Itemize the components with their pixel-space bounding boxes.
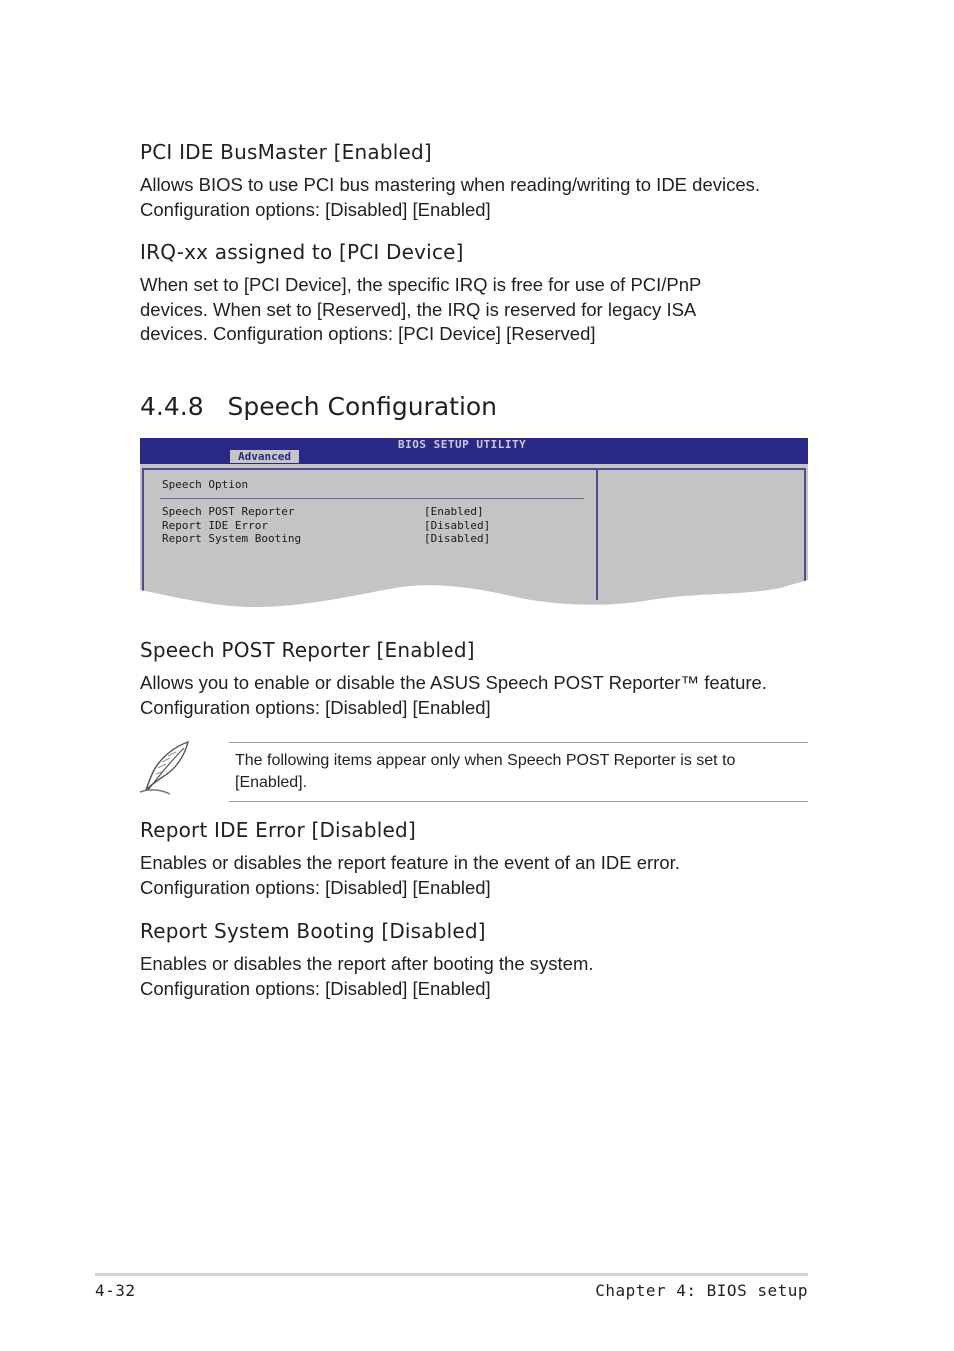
bios-item-label: Speech POST Reporter: [162, 505, 295, 518]
body-line: When set to [PCI Device], the specific IRQ is free for use of PCI/PnP: [140, 274, 702, 295]
section-heading-irq-assigned: IRQ-xx assigned to [PCI Device]: [140, 240, 464, 264]
section-body-pci-ide-busmaster: [140, 173, 760, 222]
body-line: Configuration options: [Disabled] [Enabled]: [140, 696, 491, 718]
body-line: Enables or disables the report after booting the system.: [140, 953, 594, 974]
chapter-label: Chapter 4: BIOS setup: [595, 1281, 808, 1300]
page-number: 4-32: [95, 1281, 136, 1300]
note-bottom-rule: [229, 801, 808, 802]
note-line: [Enabled].: [235, 774, 308, 791]
note-line: The following items appear only when Speech POST Reporter is set to: [235, 752, 736, 769]
bios-header-bar: [140, 438, 808, 464]
section-heading-speech-post-reporter: Speech POST Reporter [Enabled]: [140, 638, 475, 662]
bios-item-value: [Enabled]: [424, 505, 484, 518]
bios-item-label: Report System Booting: [162, 532, 302, 545]
body-line: Configuration options: [Disabled] [Enabled]: [140, 876, 491, 898]
section-body-speech-post-reporter: [140, 671, 767, 720]
bios-title: BIOS SETUP UTILITY: [398, 438, 527, 451]
section-body-report-system-booting: [140, 952, 594, 1001]
body-line: Allows BIOS to use PCI bus mastering when reading/writing to IDE devices.: [140, 174, 761, 195]
body-line: Allows you to enable or disable the ASUS Speech POST Reporter™ feature.: [140, 672, 767, 693]
body-line: Enables or disables the report feature in the event of an IDE error.: [140, 852, 680, 873]
body-line: devices. Configuration options: [PCI Device] [Reserved]: [140, 323, 596, 344]
bios-tab-advanced: Advanced: [230, 450, 299, 463]
body-line: Configuration options: [Disabled] [Enabled]: [140, 198, 491, 220]
body-line: devices. When set to [Reserved], the IRQ is reserved for legacy ISA: [140, 298, 697, 320]
bios-item-value: [Disabled]: [424, 518, 491, 532]
body-line: Configuration options: [Disabled] [Enabled]: [140, 977, 491, 999]
feather-quill-icon: [138, 740, 194, 796]
bios-section-title: Speech Option: [162, 478, 249, 491]
section-heading-pci-ide-busmaster: PCI IDE BusMaster [Enabled]: [140, 140, 432, 164]
section-body-report-ide-error: [140, 851, 680, 900]
bios-item-label: Report IDE Error: [162, 518, 268, 532]
note-text: [235, 750, 735, 794]
bios-separator: [160, 498, 584, 499]
section-heading-report-ide-error: Report IDE Error [Disabled]: [140, 818, 416, 842]
note-top-rule: [229, 742, 808, 743]
bios-item-value: [Disabled]: [424, 532, 491, 545]
bios-screenshot: [140, 438, 808, 610]
torn-edge: [140, 576, 808, 610]
section-body-irq-assigned: [140, 273, 701, 347]
chapter-section-title: 4.4.8 Speech Configuration: [140, 392, 498, 421]
section-heading-report-system-booting: Report System Booting [Disabled]: [140, 919, 486, 943]
footer-rule: [95, 1273, 808, 1276]
